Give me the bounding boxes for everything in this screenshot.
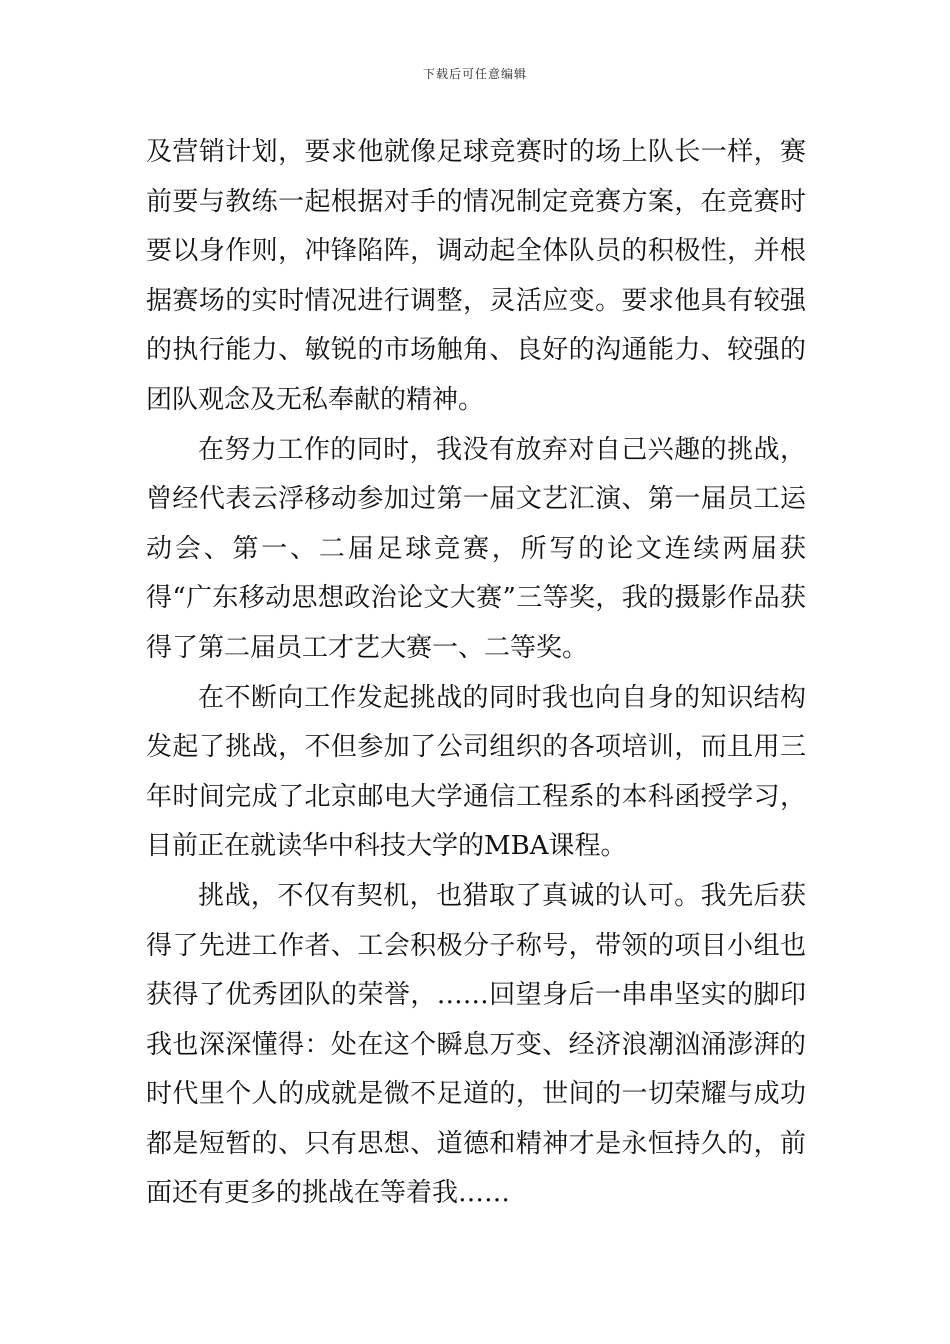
header-note: 下载后可任意编辑 <box>422 67 527 81</box>
paragraph-interests: 在努力工作的同时，我没有放弃对自己兴趣的挑战，曾经代表云浮移动参加过第一届文艺汇演、第一届员工运动会、第一、二届足球竞赛，所写的论文连续两届获得“广东移动思想政治论文大赛”三等奖，我的摄影作品获得了第二届员工才艺大赛一、二等奖。 <box>146 434 806 663</box>
paragraph-achievements: 挑战，不仅有契机，也猎取了真诚的认可。我先后获得了先进工作者、工会积极分子称号，带领的项目小组也获得了优秀团队的荣誉，……回望身后一串串坚实的脚印我也深深懂得：处在这个瞬息万变、经济浪潮汹涌澎湃的时代里个人的成就是微不足道的，世间的一切荣耀与成功都是短暂的、只有思想、道德和精神才是永恒持久的，前面还有更多的挑战在等着我…… <box>146 880 806 1209</box>
paragraph-education: 在不断向工作发起挑战的同时我也向自身的知识结构发起了挑战，不但参加了公司组织的各项培训，而且用三年时间完成了北京邮电大学通信工程系的本科函授学习，目前正在就读华中科技大学的MBA课程。 <box>146 682 806 862</box>
paragraph-continuation: 及营销计划，要求他就像足球竞赛时的场上队长一样，赛前要与教练一起根据对手的情况制定竞赛方案，在竞赛时要以身作则，冲锋陷阵，调动起全体队员的积极性，并根据赛场的实时情况进行调整，灵活应变。要求他具有较强的执行能力、敏锐的市场触角、良好的沟通能力、较强的团队观念及无私奉献的精神。 <box>146 137 806 415</box>
document-body <box>146 128 806 1219</box>
